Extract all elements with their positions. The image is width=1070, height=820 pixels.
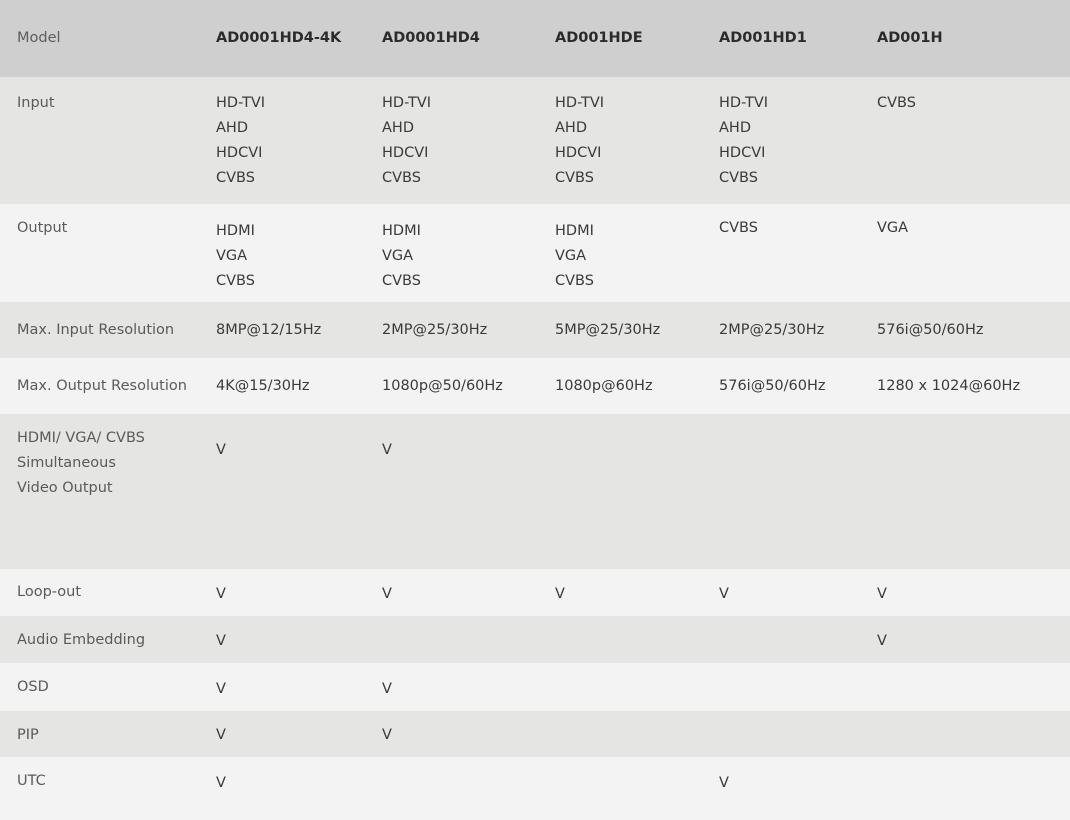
header-model: AD0001HD4 [382, 30, 480, 46]
table-cell: 1080p@50/60Hz [382, 378, 503, 394]
header-model: AD001HD1 [719, 30, 807, 46]
table-cell: V [555, 586, 565, 602]
table-cell: V [382, 586, 392, 602]
row-label: PIP [17, 727, 39, 743]
row-label: Input [17, 95, 55, 111]
table-cell: HDMI VGA CVBS [555, 223, 594, 289]
row-label: Max. Input Resolution [17, 322, 175, 338]
table-cell: CVBS [719, 220, 758, 236]
table-cell: 2MP@25/30Hz [382, 322, 488, 338]
table-cell: V [877, 633, 887, 649]
table-cell: 2MP@25/30Hz [719, 322, 825, 338]
table-cell: V [877, 586, 887, 602]
table-cell: CVBS [877, 95, 916, 111]
table-cell: VGA [877, 220, 909, 236]
table-cell: HD-TVI AHD HDCVI CVBS [555, 95, 605, 186]
header-row [0, 0, 1070, 77]
table-row [0, 77, 1070, 204]
table-cell: V [216, 775, 226, 791]
table-cell: 4K@15/30Hz [216, 378, 310, 394]
table-cell: V [719, 586, 729, 602]
table-cell: HDMI VGA CVBS [216, 223, 255, 289]
table-cell: 8MP@12/15Hz [216, 322, 322, 338]
table-cell: 576i@50/60Hz [719, 378, 826, 394]
table-row [0, 663, 1070, 711]
row-label: Max. Output Resolution [17, 378, 187, 394]
table-cell: V [382, 442, 392, 458]
table-cell: HD-TVI AHD HDCVI CVBS [216, 95, 266, 186]
row-label: OSD [17, 679, 49, 695]
row-label: HDMI/ VGA/ CVBS Simultaneous Video Output [17, 430, 145, 496]
table-row [0, 204, 1070, 302]
table-cell: 1080p@60Hz [555, 378, 653, 394]
table-cell: V [216, 681, 226, 697]
table-cell: V [216, 586, 226, 602]
table-row [0, 616, 1070, 663]
row-label: Output [17, 220, 68, 236]
header-label: Model [17, 30, 61, 46]
table-row [0, 711, 1070, 757]
table-cell: V [216, 633, 226, 649]
table-cell: 1280 x 1024@60Hz [877, 378, 1021, 394]
table-row [0, 302, 1070, 358]
header-model: AD0001HD4-4K [216, 30, 342, 46]
table-row [0, 358, 1070, 414]
row-label: UTC [17, 773, 46, 789]
table-row [0, 569, 1070, 616]
table-cell: V [382, 681, 392, 697]
table-row [0, 757, 1070, 820]
header-model: AD001HDE [555, 30, 643, 46]
table-cell: HDMI VGA CVBS [382, 223, 421, 289]
table-row [0, 414, 1070, 569]
row-label: Loop-out [17, 584, 82, 600]
table-cell: V [382, 727, 392, 743]
table-cell: 5MP@25/30Hz [555, 322, 661, 338]
table-cell: V [216, 442, 226, 458]
table-cell: 576i@50/60Hz [877, 322, 984, 338]
table-cell: HD-TVI AHD HDCVI CVBS [719, 95, 769, 186]
table-cell: V [216, 727, 226, 743]
table-cell: HD-TVI AHD HDCVI CVBS [382, 95, 432, 186]
header-model: AD001H [877, 30, 943, 46]
table-cell: V [719, 775, 729, 791]
row-label: Audio Embedding [17, 632, 146, 648]
